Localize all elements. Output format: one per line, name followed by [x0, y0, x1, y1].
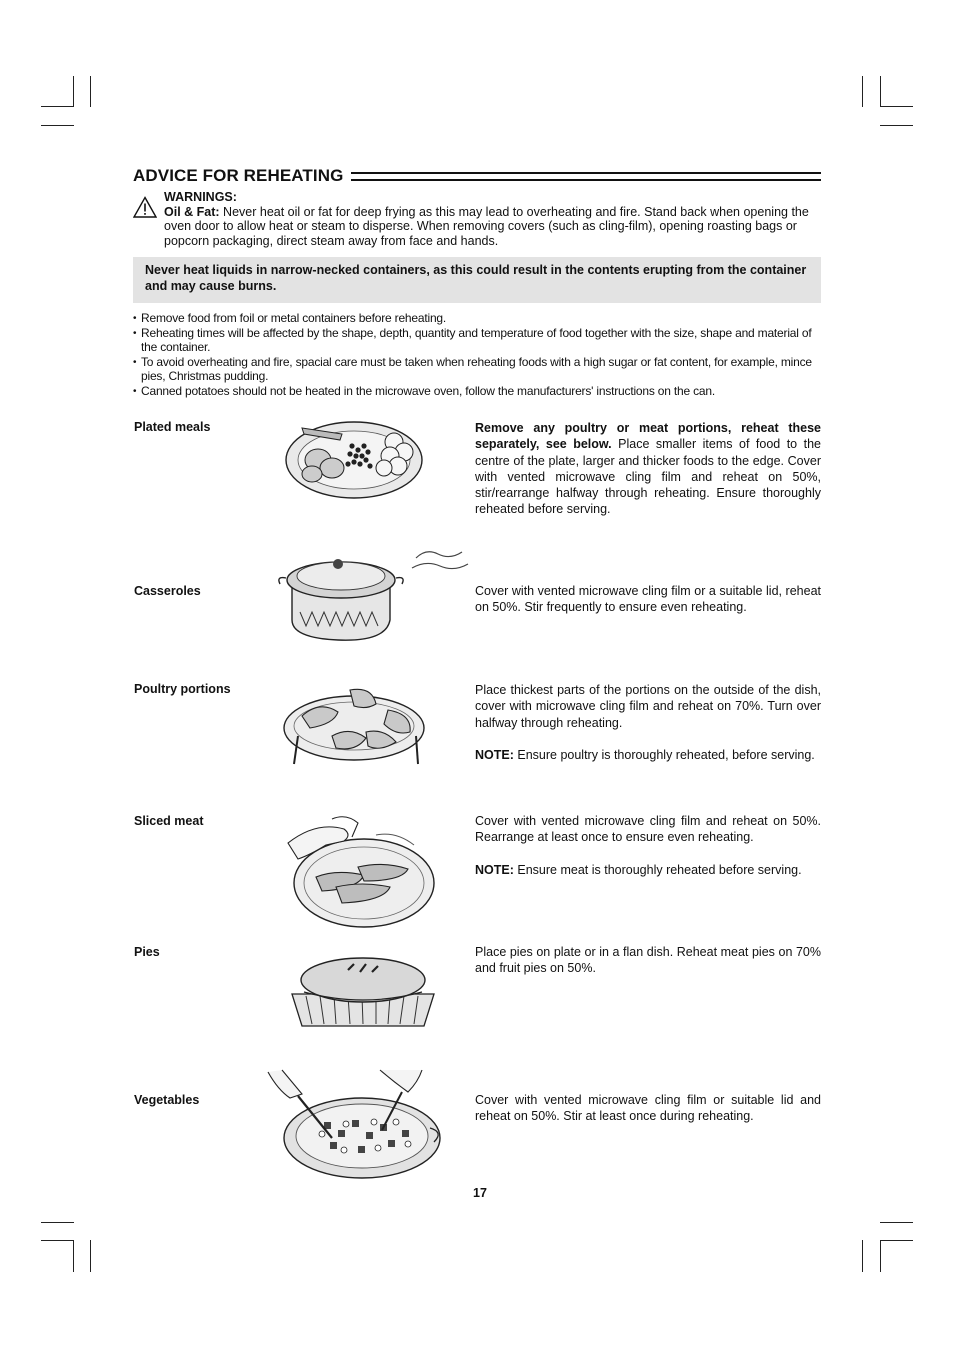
- desc-vegetables: Cover with vented microwave cling film or suitable lid and reheat on 50%. Stir at least once during reheating.: [475, 1093, 821, 1124]
- list-item: • To avoid overheating and fire, spacial care must be taken when reheating foods with a high sugar or fat content, for example, mince pies, Christmas pudding.: [133, 355, 821, 384]
- poultry-portions-text: Place thickest parts of the portions on the outside of the dish, cover with microwave cling film and reheat on 70%. Turn over halfway through reheating.: [475, 683, 821, 730]
- crop-mark: [41, 125, 74, 126]
- crop-mark: [880, 106, 913, 107]
- crop-mark: [73, 76, 74, 107]
- desc-sliced-meat: [475, 813, 821, 878]
- crop-mark: [880, 1240, 881, 1272]
- note-text: Ensure poultry is thoroughly reheated, before serving.: [517, 747, 815, 762]
- page-title: ADVICE FOR REHEATING: [133, 166, 344, 185]
- poultry-note: [475, 747, 821, 763]
- desc-casseroles: Cover with vented microwave cling film or a suitable lid, reheat on 50%. Stir frequently to ensure even reheating.: [475, 584, 821, 615]
- list-item: • Reheating times will be affected by the shape, depth, quantity and temperature of food together with the size, shape and material of the container.: [133, 326, 821, 355]
- label-vegetables: Vegetables: [134, 1093, 200, 1107]
- crop-mark: [862, 76, 863, 107]
- plated-meals-lead: Remove any poultry or meat portions, reheat these separately, see below.: [475, 421, 821, 452]
- label-pies: Pies: [134, 945, 160, 959]
- vegetables-illustration: [262, 1068, 444, 1190]
- warning-triangle-icon: [133, 196, 157, 218]
- warnings-heading: WARNINGS:: [164, 190, 237, 204]
- crop-mark: [41, 106, 74, 107]
- section-header: [133, 165, 821, 187]
- crop-mark: [880, 76, 881, 107]
- crop-mark: [862, 1240, 863, 1272]
- label-poultry-portions: Poultry portions: [134, 682, 231, 696]
- note-label: NOTE:: [475, 862, 514, 877]
- note-text: Ensure meat is thoroughly reheated before serving.: [517, 862, 802, 877]
- crop-mark: [73, 1240, 74, 1272]
- crop-mark: [90, 1240, 91, 1272]
- page-number: 17: [473, 1186, 487, 1200]
- casserole-illustration: [276, 540, 472, 642]
- warnings-block: [164, 190, 822, 248]
- oil-fat-label: Oil & Fat:: [164, 204, 220, 219]
- crop-mark: [880, 125, 913, 126]
- crop-mark: [41, 1240, 74, 1241]
- desc-poultry-portions: [475, 682, 821, 763]
- crop-mark: [41, 1222, 74, 1223]
- list-item: • Remove food from foil or metal containers before reheating.: [133, 311, 821, 326]
- crop-mark: [90, 76, 91, 107]
- crop-mark: [880, 1240, 913, 1241]
- poultry-illustration: [280, 676, 428, 772]
- desc-pies: Place pies on plate or in a flan dish. Reheat meat pies on 70% and fruit pies on 50%.: [475, 945, 821, 976]
- label-casseroles: Casseroles: [134, 584, 201, 598]
- sliced-meat-illustration: [286, 815, 438, 931]
- general-advice-list: [133, 311, 821, 398]
- plated-meal-illustration: [282, 410, 426, 502]
- title-rule: [351, 172, 821, 181]
- sliced-meat-note: [475, 862, 821, 878]
- sliced-meat-text: Cover with vented microwave cling film and reheat on 50%. Rearrange at least once to ensure even reheating.: [475, 814, 821, 845]
- list-item: • Canned potatoes should not be heated in the microwave oven, follow the manufacturers' instructions on the can.: [133, 384, 821, 399]
- desc-plated-meals: [475, 420, 821, 518]
- pie-illustration: [288, 950, 438, 1032]
- label-plated-meals: Plated meals: [134, 420, 211, 434]
- crop-mark: [880, 1222, 913, 1223]
- plated-meals-text: Place smaller items of food to the centre of the plate, larger and thicker foods to the edge. Cover with vented microwave cling film and reheat on 50%, stir/rearrange halfway through reheating. Ensure thoroughly reheated before serving.: [475, 437, 821, 517]
- label-sliced-meat: Sliced meat: [134, 814, 204, 828]
- warnings-oil-paragraph: [164, 205, 822, 249]
- oil-fat-text: Never heat oil or fat for deep frying as this may lead to overheating and fire. Stand back when opening the oven door to allow heat or steam to disperse. When removing covers (such as cling-film), opening roasting bags or popcorn packaging, direct steam away from face and hands.: [164, 204, 809, 248]
- narrow-neck-warning-box: Never heat liquids in narrow-necked containers, as this could result in the contents erupting from the container and may cause burns.: [133, 257, 821, 303]
- note-label: NOTE:: [475, 747, 514, 762]
